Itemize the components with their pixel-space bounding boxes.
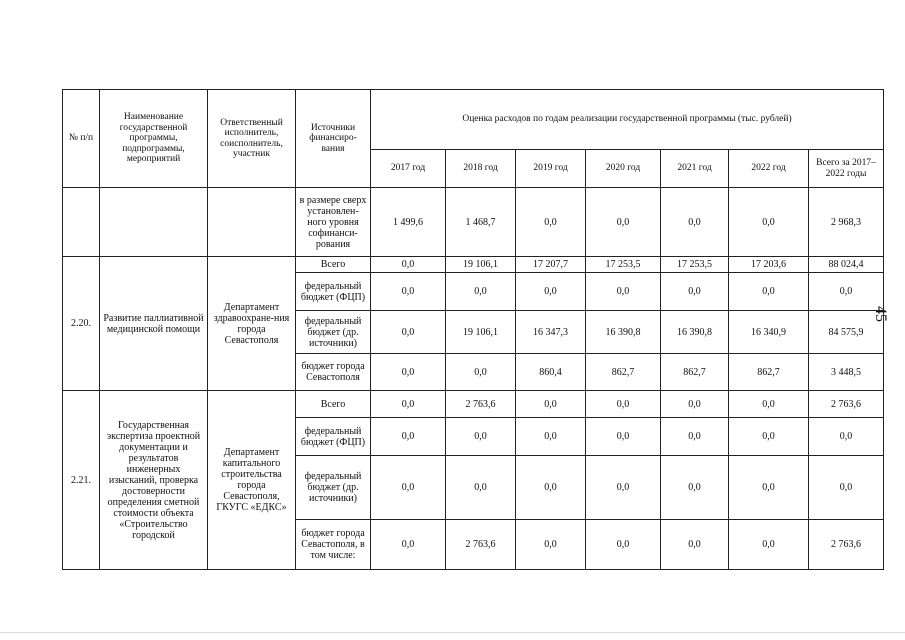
year-value: 0,0 xyxy=(446,354,516,391)
executor xyxy=(208,188,296,257)
year-value: 16 390,8 xyxy=(661,311,729,354)
header-year: 2021 год xyxy=(661,150,729,188)
row-number: 2.21. xyxy=(63,391,100,570)
year-value: 0,0 xyxy=(516,456,586,520)
year-value: 0,0 xyxy=(586,188,661,257)
year-value: 0,0 xyxy=(371,456,446,520)
year-value: 17 253,5 xyxy=(586,257,661,273)
year-value: 0,0 xyxy=(729,456,809,520)
row-number: 2.20. xyxy=(63,257,100,391)
item-name: Государственная экспертиза проектной документации и результатов инженерных изысканий, проверка достоверности определения сметной стоимости объекта «Строительство городской xyxy=(100,391,208,570)
budget-table xyxy=(62,89,884,570)
year-value: 0,0 xyxy=(371,418,446,456)
scan-edge xyxy=(0,632,905,633)
row-number xyxy=(63,188,100,257)
total-value: 84 575,9 xyxy=(809,311,884,354)
table-row xyxy=(63,391,884,418)
total-value: 0,0 xyxy=(809,456,884,520)
total-value: 0,0 xyxy=(809,418,884,456)
page-number: 45 xyxy=(872,306,889,322)
funding-source: бюджет города Севастополя, в том числе: xyxy=(296,520,371,570)
header-year: 2018 год xyxy=(446,150,516,188)
year-value: 16 347,3 xyxy=(516,311,586,354)
year-value: 0,0 xyxy=(446,456,516,520)
year-value: 0,0 xyxy=(661,456,729,520)
executor: Департамент здравоохране-ния города Севастополя xyxy=(208,257,296,391)
year-value: 0,0 xyxy=(586,418,661,456)
year-value: 860,4 xyxy=(516,354,586,391)
year-value: 0,0 xyxy=(729,520,809,570)
item-name xyxy=(100,188,208,257)
year-value: 0,0 xyxy=(371,520,446,570)
item-name: Развитие паллиативной медицинской помощи xyxy=(100,257,208,391)
total-value: 3 448,5 xyxy=(809,354,884,391)
funding-source: федеральный бюджет (др. источники) xyxy=(296,456,371,520)
year-value: 17 207,7 xyxy=(516,257,586,273)
year-value: 16 340,9 xyxy=(729,311,809,354)
funding-source: в размере сверх установлен-ного уровня софинанси-рования xyxy=(296,188,371,257)
year-value: 0,0 xyxy=(586,520,661,570)
year-value: 0,0 xyxy=(586,456,661,520)
year-value: 19 106,1 xyxy=(446,311,516,354)
total-value: 2 763,6 xyxy=(809,391,884,418)
year-value: 0,0 xyxy=(586,391,661,418)
year-value: 0,0 xyxy=(371,257,446,273)
year-value: 2 763,6 xyxy=(446,520,516,570)
year-value: 862,7 xyxy=(729,354,809,391)
year-value: 0,0 xyxy=(371,273,446,311)
year-value: 0,0 xyxy=(661,188,729,257)
header-year: 2020 год xyxy=(586,150,661,188)
year-value: 1 468,7 xyxy=(446,188,516,257)
year-value: 0,0 xyxy=(446,273,516,311)
year-value: 0,0 xyxy=(661,418,729,456)
table-row xyxy=(63,257,884,273)
year-value: 0,0 xyxy=(661,391,729,418)
funding-source: федеральный бюджет (ФЦП) xyxy=(296,273,371,311)
year-value: 0,0 xyxy=(516,418,586,456)
year-value: 0,0 xyxy=(661,520,729,570)
year-value: 0,0 xyxy=(516,520,586,570)
total-value: 2 968,3 xyxy=(809,188,884,257)
funding-source: федеральный бюджет (др. источники) xyxy=(296,311,371,354)
header-year: 2019 год xyxy=(516,150,586,188)
year-value: 0,0 xyxy=(371,311,446,354)
year-value: 0,0 xyxy=(729,391,809,418)
year-value: 2 763,6 xyxy=(446,391,516,418)
total-value: 0,0 xyxy=(809,273,884,311)
year-value: 17 203,6 xyxy=(729,257,809,273)
year-value: 0,0 xyxy=(371,391,446,418)
year-value: 19 106,1 xyxy=(446,257,516,273)
year-value: 862,7 xyxy=(661,354,729,391)
total-value: 2 763,6 xyxy=(809,520,884,570)
table-row xyxy=(63,188,884,257)
header-executor: Ответственный исполнитель, соисполнитель, участник xyxy=(208,90,296,188)
year-value: 0,0 xyxy=(729,418,809,456)
year-value: 16 390,8 xyxy=(586,311,661,354)
funding-source: Всего xyxy=(296,257,371,273)
executor: Департамент капитального строительства города Севастополя, ГКУГС «ЕДКС» xyxy=(208,391,296,570)
year-value: 0,0 xyxy=(729,273,809,311)
funding-source: Всего xyxy=(296,391,371,418)
header-year: 2017 год xyxy=(371,150,446,188)
header-no: № п/п xyxy=(63,90,100,188)
header-name: Наименование государственной программы, подпрограммы, мероприятий xyxy=(100,90,208,188)
funding-source: федеральный бюджет (ФЦП) xyxy=(296,418,371,456)
header-year: 2022 год xyxy=(729,150,809,188)
year-value: 1 499,6 xyxy=(371,188,446,257)
year-value: 0,0 xyxy=(661,273,729,311)
year-value: 862,7 xyxy=(586,354,661,391)
year-value: 0,0 xyxy=(371,354,446,391)
year-value: 17 253,5 xyxy=(661,257,729,273)
year-value: 0,0 xyxy=(446,418,516,456)
year-value: 0,0 xyxy=(516,188,586,257)
header-estimate: Оценка расходов по годам реализации государственной программы (тыс. рублей) xyxy=(371,90,884,150)
total-value: 88 024,4 xyxy=(809,257,884,273)
year-value: 0,0 xyxy=(586,273,661,311)
header-sources: Источники финансиро-вания xyxy=(296,90,371,188)
year-value: 0,0 xyxy=(516,391,586,418)
funding-source: бюджет города Севастополя xyxy=(296,354,371,391)
year-value: 0,0 xyxy=(516,273,586,311)
year-value: 0,0 xyxy=(729,188,809,257)
header-total: Всего за 2017–2022 годы xyxy=(809,150,884,188)
